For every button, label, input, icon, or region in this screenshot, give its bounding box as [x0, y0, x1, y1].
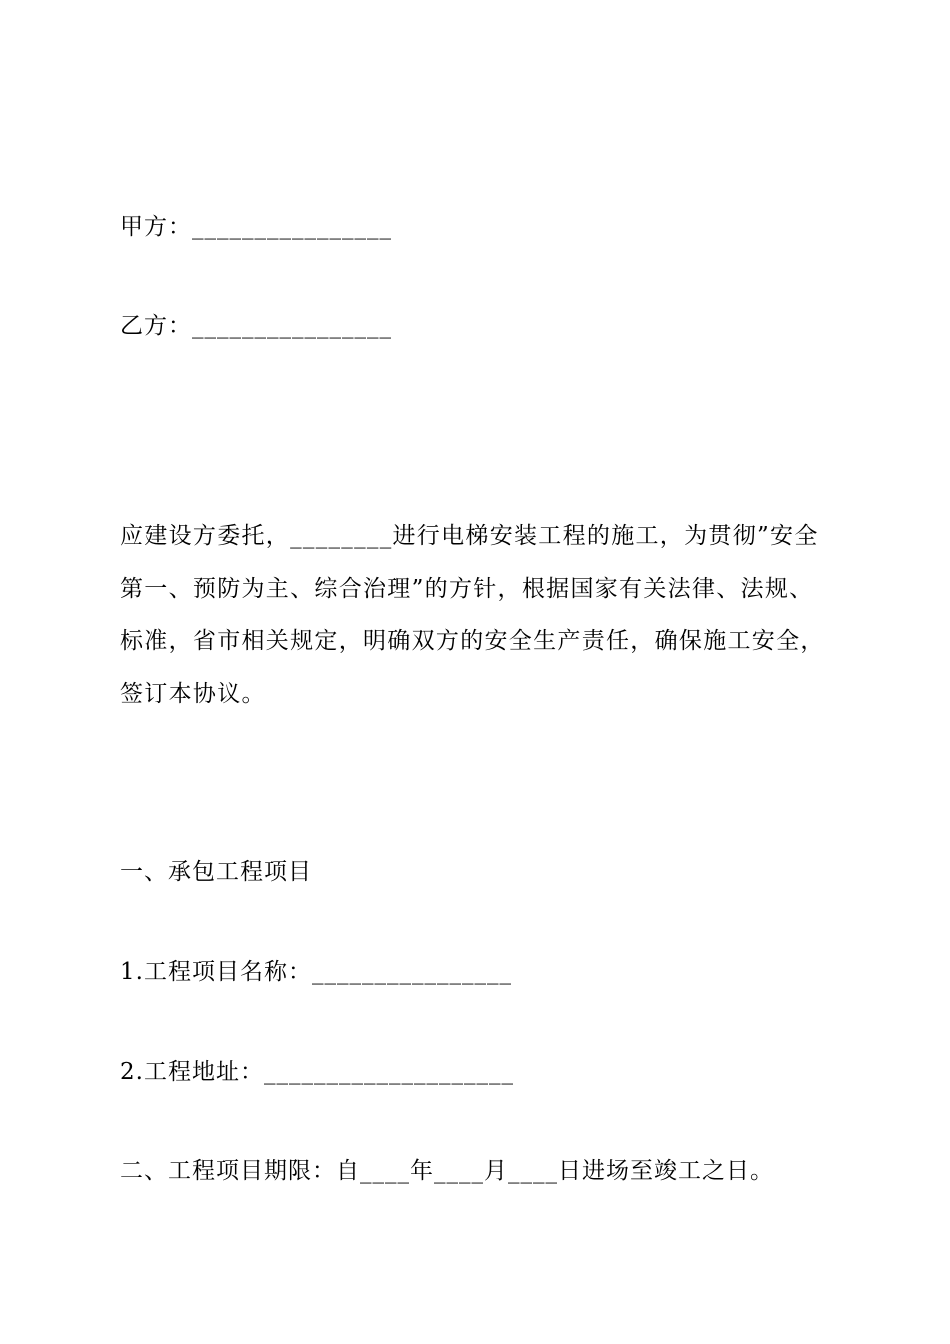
party-a-line: 甲方：________________: [120, 214, 392, 240]
section-1-item-2: 2.工程地址：____________________: [120, 1059, 514, 1085]
section-2-title: 二、工程项目期限：自____年____月____日进场至竣工之日。: [120, 1158, 774, 1184]
intro-line-2: 第一、预防为主、综合治理”的方针，根据国家有关法律、法规、: [120, 575, 814, 602]
section-1-item-1: 1.工程项目名称：________________: [120, 959, 512, 985]
intro-line-4: 签订本协议。: [120, 680, 266, 707]
party-b-line: 乙方：________________: [120, 313, 392, 339]
intro-line-1: 应建设方委托，________进行电梯安装工程的施工，为贯彻”安全: [120, 523, 819, 549]
intro-paragraph: [120, 510, 840, 720]
intro-line-3: 标准，省市相关规定，明确双方的安全生产责任，确保施工安全，: [120, 628, 825, 654]
section-1-title: 一、承包工程项目: [120, 859, 312, 885]
